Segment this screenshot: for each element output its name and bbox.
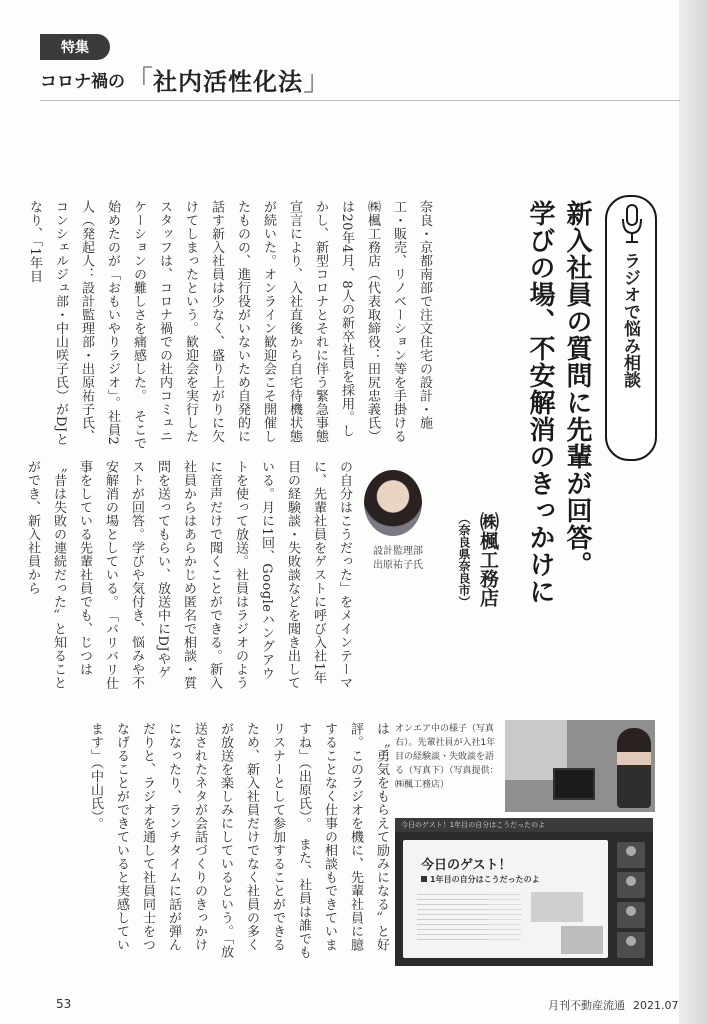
participant-tile — [617, 932, 645, 958]
article-headline — [521, 200, 595, 640]
series-main: 社内活性化法 — [153, 67, 304, 96]
series-bracket-open: 「 — [125, 64, 154, 97]
body-text-col2: の自分はこうだった」をメインテーマに、先輩社員をゲストに呼び入社1年目の経験談・失敗談などを聞き出している。月に1回、Googleハングアウトを使って放送。社員はラジオのように音声だけで聞くことができる。新入社員からはあらかじめ匿名で相談・質問を送ってもらい、放送中にDJやゲストが回答。学びや気付き、悩みや不安解消の場としている。 「バリバリ仕事をしている先輩社員でも、じつは〝昔は失敗の連続だった〟と知ることができ、新入社員から — [25, 460, 352, 690]
company-label: ㈱楓工務店 — [477, 512, 499, 607]
dj-person — [617, 728, 651, 808]
participant-tile — [617, 872, 645, 898]
onair-photo — [505, 720, 655, 812]
company-location: （奈良県奈良市） — [457, 512, 471, 608]
series-bracket-close: 」 — [303, 64, 332, 97]
headline-line-2: 学びの場、不安解消のきっかけに — [525, 200, 555, 605]
photo-caption: オンエア中の様子（写真右）。先輩社員が入社1年目の経験談・失敗談を語る（写真下）（写真提供：㈱楓工務店） — [395, 724, 499, 790]
page-number: 53 — [56, 997, 72, 1011]
portrait-caption-name: 出原祐子氏 — [373, 560, 423, 571]
company-name — [453, 512, 502, 702]
slide-title: 今日のゲスト！ — [421, 858, 512, 873]
participant-tile — [617, 842, 645, 868]
laptop-screen — [553, 768, 595, 800]
body-text-col1: 奈良・京都南部で注文住宅の設計・施工・販売、リノベーション等を手掛ける㈱楓工務店（代表取締役：田尻忠義氏）は20年4月、8人の新卒社員を採用。しかし、新型コロナとそれに伴う緊急事態宣言により、入社直後から自宅待機状態が続いた。オンライン歓迎会こそ開催したものの、進行役がいないため自発的に話す新入社員は少なく、盛り上がりに欠けてしまったという。歓迎会を実行したスタッフは、コロナ禍での社内コミュニケーションの難しさを痛感した。 そこで始めたのが「おもいやりラジオ」。社員2人（発起人：設計監理部・出原祐子氏、コンシェルジュ部・中山咲子氏）がDJとなり、「1年目 — [27, 200, 432, 450]
avatar — [626, 846, 636, 856]
body-text-col3: は〝勇気をもらえて励みになる〟と好評。このラジオを機に、先輩社員に臆することなく仕事の相談もできていますね」（出原氏）。 また、社員は誰でもリスナーとして参加することができるため、新入社員だけでなく社員の多くが放送を楽しみにしているという。「放送されたネタが会話づくりのきっかけになったり、ランチタイムに話が弾んだりと、ラジオを通して社員同士をつなげることができていると実感しています」（中山氏）。 — [88, 722, 389, 959]
series-title — [40, 62, 331, 96]
slide-subtitle: 1年目の自分はこうだったのよ — [421, 874, 540, 885]
video-call-screenshot — [395, 818, 653, 966]
portrait-caption — [358, 545, 438, 573]
avatar — [626, 876, 636, 886]
call-title-bar — [395, 818, 653, 832]
magazine-name: 月刊不動産流通 — [548, 999, 625, 1012]
microphone-icon — [620, 203, 644, 247]
series-prefix: コロナ禍の — [40, 71, 125, 92]
shared-slide — [403, 840, 608, 958]
category-label: ラジオで悩み相談 — [620, 252, 640, 388]
magazine-footer — [540, 997, 679, 1013]
avatar — [626, 906, 636, 916]
slide-text-block — [487, 890, 521, 940]
portrait-photo — [364, 470, 422, 536]
portrait-caption-dept: 設計監理部 — [373, 546, 423, 557]
header-rule — [40, 100, 680, 101]
issue-date: 2021.07 — [633, 999, 679, 1012]
headline-line-1: 新入社員の質問に先輩が回答。 — [562, 200, 592, 578]
avatar — [626, 936, 636, 946]
page-gutter — [679, 0, 707, 1024]
feature-tag: 特集 — [40, 34, 110, 60]
slide-photo — [561, 926, 603, 954]
slide-photo — [531, 892, 583, 922]
participant-tile — [617, 902, 645, 928]
call-title-text: 今日のゲスト！1年目の自分はこうだったのよ — [401, 821, 546, 829]
